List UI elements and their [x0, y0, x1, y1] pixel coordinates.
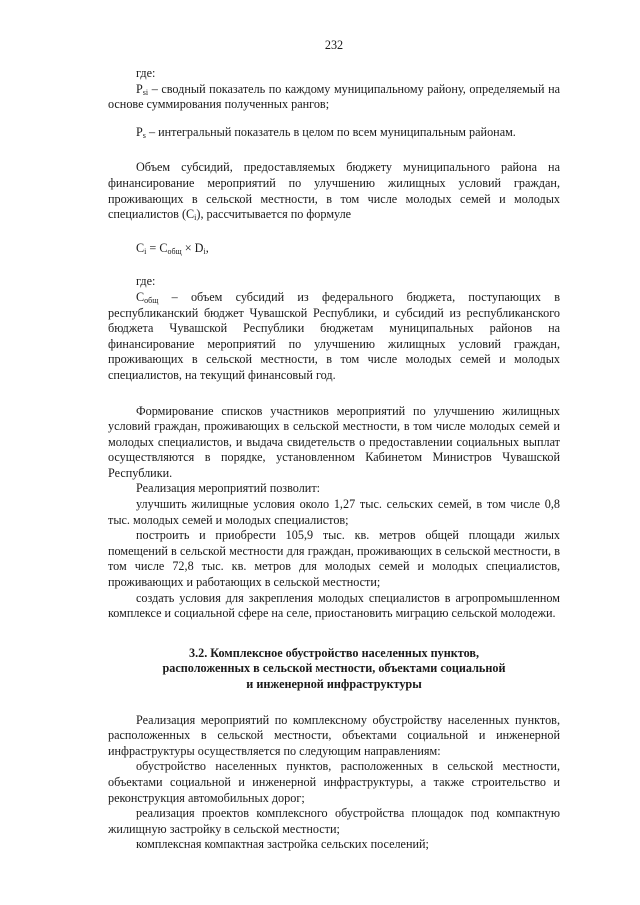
formula-total-sub: общ [167, 246, 182, 256]
outcome-housing: улучшить жилищные условия около 1,27 тыс. сельских семей, в том числе 0,8 тыс. молодых семей и молодых специалистов; [108, 497, 560, 527]
outcome-specialists: создать условия для закрепления молодых специалистов в агропромышленном комплексе и социальной сфере на селе, приостановить миграцию сельской молодежи. [108, 590, 560, 621]
where-label-1: где: [136, 66, 156, 80]
formula-c-sub: i [144, 246, 147, 256]
where-label-2: где: [136, 274, 156, 289]
section-heading [108, 646, 560, 693]
formula [108, 241, 560, 257]
heading-line-3: и инженерной инфраструктуры [246, 677, 422, 691]
ctotal-subscript: общ [144, 295, 159, 305]
subsidy-paragraph [108, 160, 560, 222]
lists-paragraph: Формирование списков участников мероприятий по улучшению жилищных условий граждан, проживающих в сельской местности, в том числе молодых семей и молодых специалистов, и выдача свидетельств о предоставлении социальных выплат осуществляются в порядке, установленном Кабинетом Министров Чувашской Республики. [108, 403, 560, 480]
page-content [108, 66, 560, 853]
ps-definition [108, 125, 560, 141]
formula-end: , [205, 240, 209, 255]
ps-text: – интегральный показатель в целом по всем муниципальным районам. [145, 124, 516, 139]
formula-d-sub: i [203, 246, 206, 256]
heading-line-1: 3.2. Комплексное обустройство населенных пунктов, [188, 645, 480, 660]
psi-symbol: P [136, 81, 143, 96]
psi-subscript: si [142, 87, 149, 97]
ps-symbol: P [136, 124, 143, 139]
direction-infrastructure: обустройство населенных пунктов, расположенных в сельской местности, объектами социальной и инженерной инфраструктуры, а также строительство и реконструкция автомобильных дорог; [108, 759, 560, 805]
subsidy-subscript: i [194, 213, 197, 223]
direction-projects: реализация проектов комплексного обустройства площадок под компактную жилищную застройку в сельской местности; [108, 806, 560, 836]
direction-compact-development: комплексная компактная застройка сельских поселений; [136, 837, 429, 852]
formula-c: C [136, 240, 145, 255]
formula-times: × D [181, 240, 204, 255]
subsidy-text-after: ), рассчитывается по формуле [196, 207, 352, 222]
section-intro: Реализация мероприятий по комплексному обустройству населенных пунктов, расположенных в сельской местности, объектами социальной и инженерной инфраструктуры осуществляется по следующим направлениям: [108, 712, 560, 758]
ctotal-definition [108, 290, 560, 384]
implementation-intro: Реализация мероприятий позволит: [136, 481, 321, 496]
outcome-construction: построить и приобрести 105,9 тыс. кв. метров общей площади жилых помещений в сельской местности для граждан, проживающих в сельской местности, в том числе 72,8 тыс. кв. метров для молодых семей и молодых специалистов, проживающих и работающих в сельской местности; [108, 528, 560, 590]
heading-line-2: расположенных в сельской местности, объектами социальной [162, 661, 506, 676]
ctotal-text: – объем субсидий из федерального бюджета, поступающих в республиканский бюджет Чувашской Республики, и субсидий из республиканского бюджета Чувашской Республики бюджетам муниципальных районов на финансирование мероприятий по улучшению жилищных условий граждан, проживающих в сельской местности, в том числе молодых семей и молодых специалистов, на текущий финансовый год. [108, 289, 560, 382]
psi-definition [108, 82, 560, 113]
page-number: 232 [324, 38, 344, 52]
psi-text: – сводный показатель по каждому муниципальному району, определяемый на основе суммирования полученных рангов; [108, 81, 560, 112]
ctotal-symbol: C [136, 289, 145, 304]
formula-eq: = C [146, 240, 168, 255]
ps-subscript: s [142, 130, 146, 140]
subsidy-text-before: Объем субсидий, предоставляемых бюджету муниципального района на финансирование мероприятий по улучшению жилищных условий граждан, проживающих в сельской местности, в том числе молодых семей и молодых специалистов (C [108, 160, 560, 222]
